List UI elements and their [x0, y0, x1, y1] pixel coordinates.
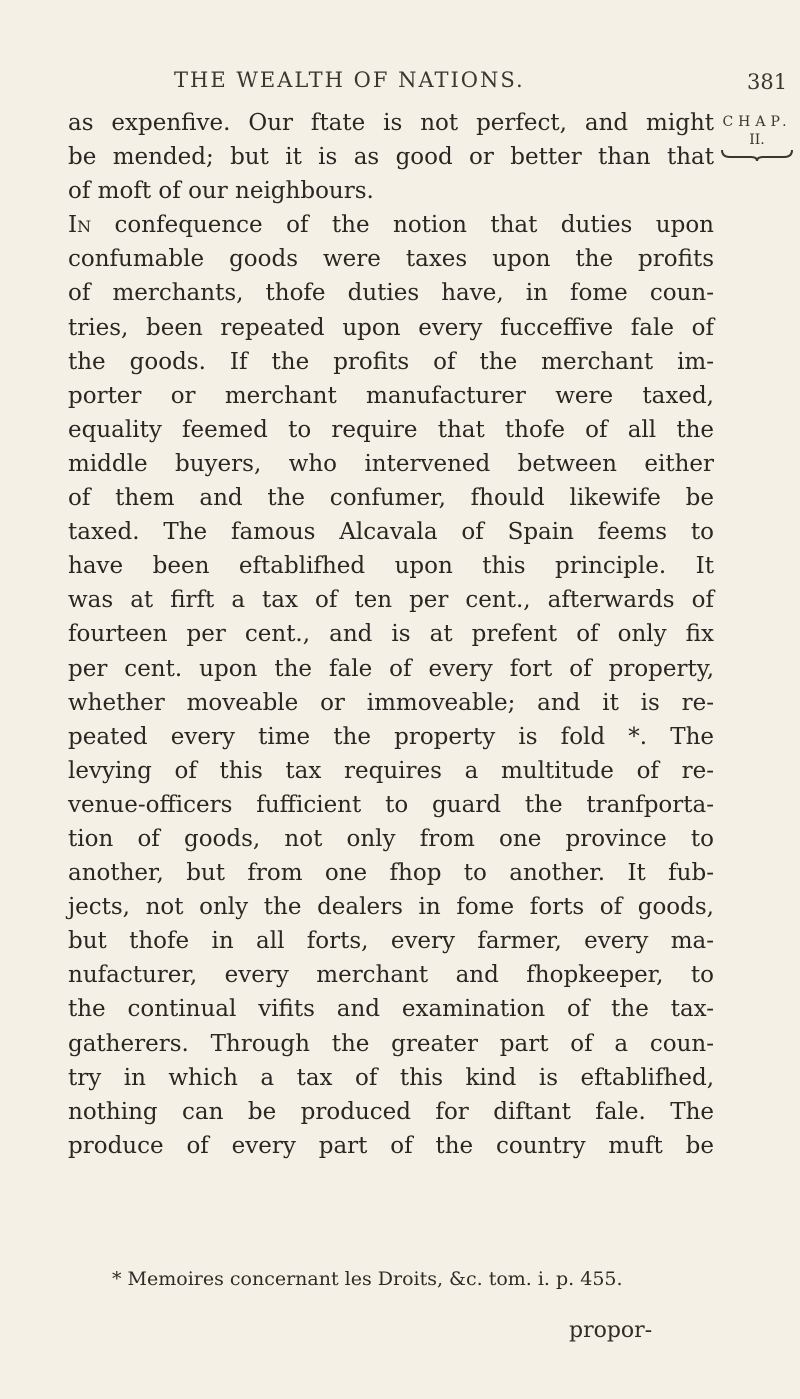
- text-line: tries, been repeated upon every fucceffive fale of: [68, 314, 714, 341]
- text-line: gatherers. Through the greater part of a coun-: [68, 1030, 714, 1057]
- chapter-brace-icon: [720, 148, 794, 162]
- text-line: confumable goods were taxes upon the profits: [68, 246, 714, 273]
- text-line: another, but from one fhop to another. It fub-: [68, 860, 714, 887]
- paragraph-initial-word: In: [68, 212, 92, 239]
- text-line: as expenfive. Our ftate is not perfect, and might: [68, 110, 714, 136]
- text-line: levying of this tax requires a multitude of re-: [68, 757, 714, 784]
- text-line: peated every time the property is fold *. The: [68, 723, 714, 750]
- text-line: have been eftablifhed upon this principle. It: [68, 553, 714, 580]
- text-line: was at firft a tax of ten per cent., afterwards of: [68, 587, 714, 614]
- text-line: fourteen per cent., and is at prefent of only fix: [68, 621, 714, 648]
- chapter-label: CHAP.: [722, 114, 792, 130]
- text-line: venue-officers fufficient to guard the tranfporta-: [68, 791, 714, 818]
- text-line: middle buyers, who intervened between either: [68, 450, 714, 477]
- text-line: the continual vifits and examination of the tax-: [68, 996, 714, 1023]
- text-line: tion of goods, not only from one province to: [68, 825, 714, 852]
- text-line: whether moveable or immoveable; and it is re-: [68, 689, 714, 716]
- text-line: of moft of our neighbours.: [68, 178, 374, 205]
- text-line: produce of every part of the country muft be: [68, 1132, 714, 1159]
- chapter-number: II.: [749, 132, 765, 148]
- text-line: but thofe in all forts, every farmer, every ma-: [68, 928, 714, 955]
- text-line: be mended; but it is as good or better than that: [68, 144, 714, 171]
- text-line: nothing can be produced for diftant fale. The: [68, 1098, 714, 1125]
- footnote: * Memoires concernant les Droits, &c. tom. i. p. 455.: [112, 1268, 623, 1290]
- chapter-marginal-note: [716, 112, 798, 162]
- paragraph-start-line: In confequence of the notion that duties upon: [68, 212, 714, 239]
- text-line: nufacturer, every merchant and fhopkeeper, to: [68, 962, 714, 989]
- body-text: [68, 106, 714, 1163]
- text-line: of merchants, thofe duties have, in fome coun-: [68, 280, 714, 307]
- text-line: per cent. upon the fale of every fort of property,: [68, 655, 714, 682]
- text-line: jects, not only the dealers in fome forts of goods,: [68, 894, 714, 921]
- text-line: taxed. The famous Alcavala of Spain feems to: [68, 519, 714, 546]
- text-line: equality feemed to require that thofe of all the: [68, 416, 714, 443]
- text-line: of them and the confumer, fhould likewife be: [68, 485, 714, 512]
- running-title: THE WEALTH OF NATIONS.: [174, 68, 525, 92]
- text-line: the goods. If the profits of the merchant im-: [68, 348, 714, 375]
- page-number: 381: [747, 70, 788, 94]
- text-line: porter or merchant manufacturer were taxed,: [68, 382, 714, 409]
- text-line: try in which a tax of this kind is eftablifhed,: [68, 1064, 714, 1091]
- catchword: propor-: [569, 1318, 653, 1343]
